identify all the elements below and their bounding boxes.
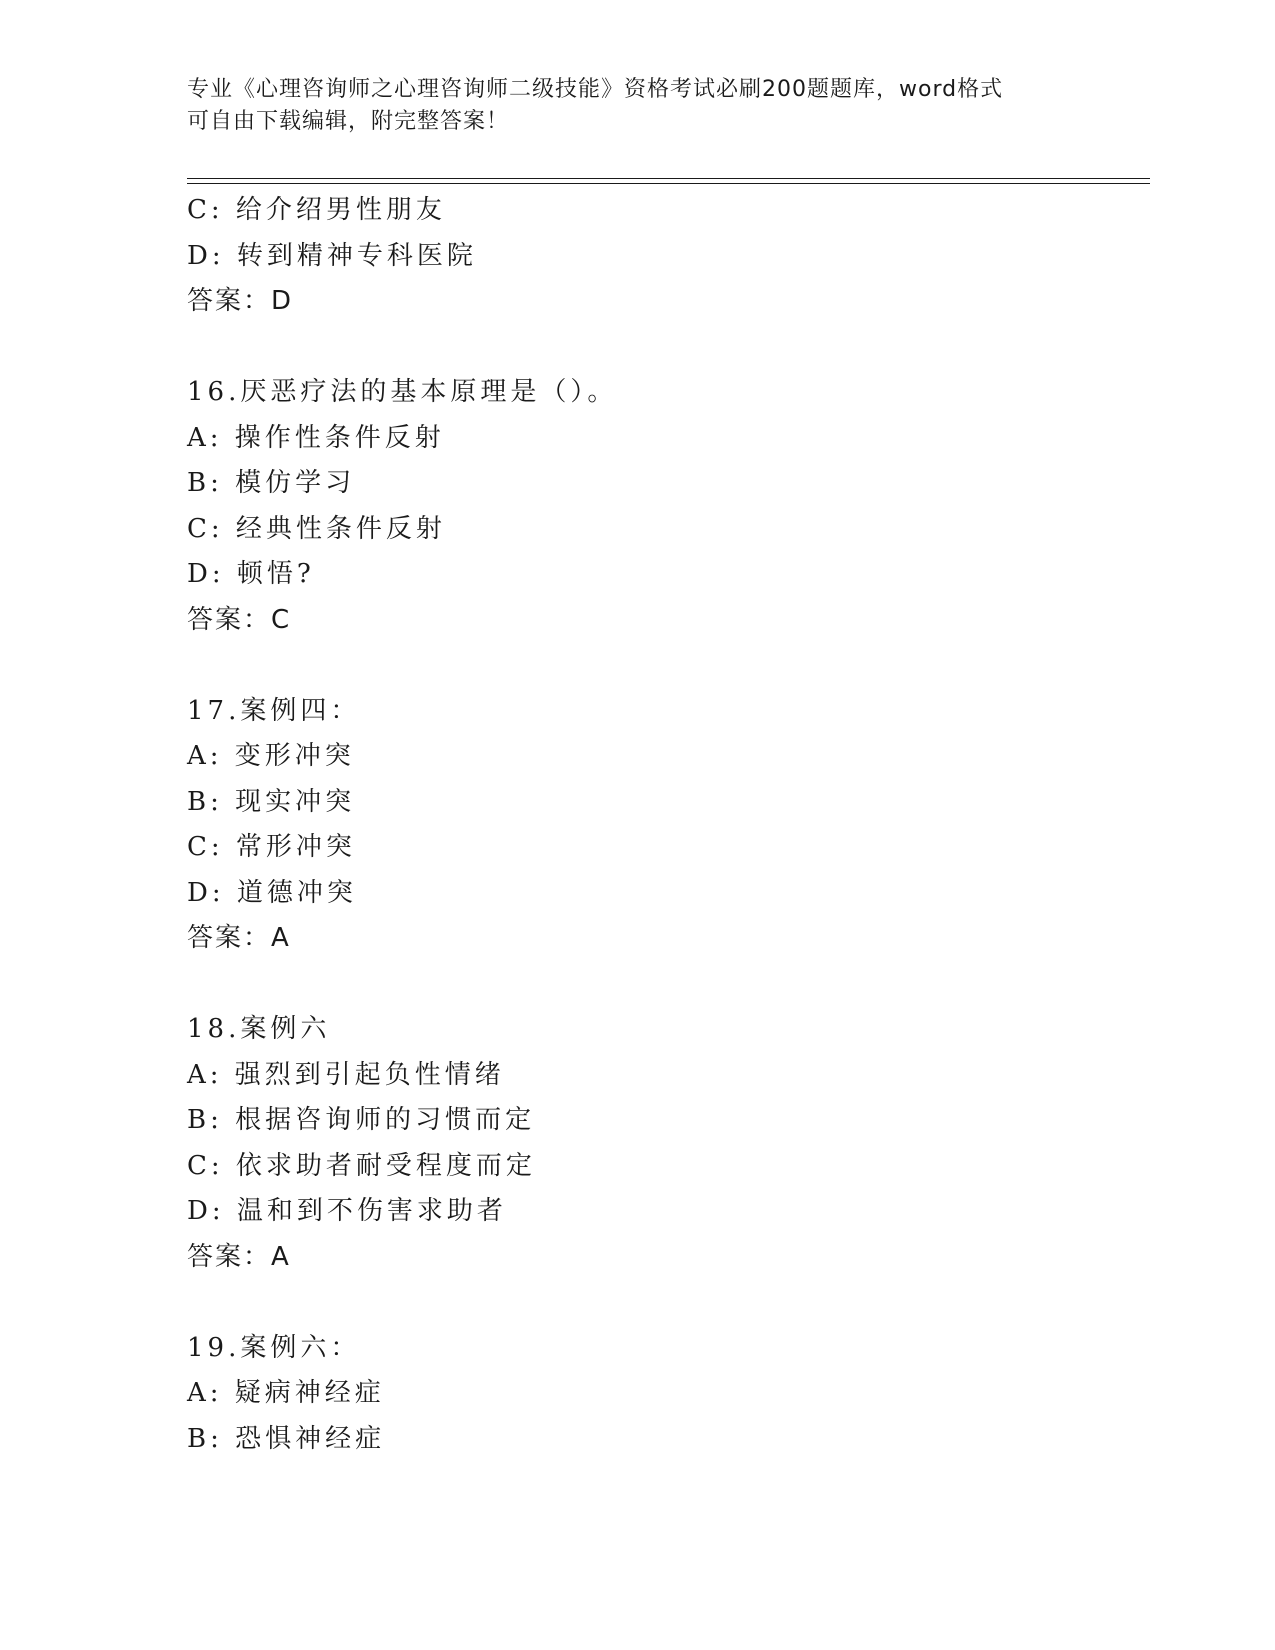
header-divider-top: [187, 178, 1150, 179]
answer-line-text: 答案：C: [187, 604, 292, 635]
option-line-text: D: 顿悟?: [187, 559, 315, 589]
option-line: [187, 507, 1147, 553]
option-line: [187, 1053, 1147, 1099]
answer-line-text: 答案：A: [187, 923, 291, 953]
option-line: [187, 871, 1147, 917]
option-line: [187, 416, 1147, 462]
spacer: [187, 1280, 1147, 1326]
question-line-text: 19.案例六：: [187, 1332, 361, 1363]
header-line-1: 专业《心理咨询师之心理咨询师二级技能》资格考试必刷200题题库，word格式: [187, 77, 1004, 102]
option-line-text: D: 温和到不伤害求助者: [187, 1196, 507, 1226]
option-line: [187, 188, 1147, 234]
option-line-text: B: 根据咨询师的习惯而定: [187, 1105, 536, 1135]
spacer: [187, 643, 1147, 689]
option-line: [187, 734, 1147, 780]
option-line-text: C: 依求助者耐受程度而定: [187, 1150, 536, 1181]
option-line-text: A: 操作性条件反射: [187, 422, 445, 453]
question-line: [187, 370, 1147, 416]
option-line: [187, 552, 1147, 598]
option-line-text: A: 变形冲突: [187, 741, 355, 771]
answer-line-text: 答案：D: [187, 286, 294, 316]
option-line-text: B: 模仿学习: [187, 468, 356, 498]
option-line-text: C: 常形冲突: [187, 832, 356, 862]
option-line: [187, 1098, 1147, 1144]
option-line-text: A: 疑病神经症: [187, 1378, 385, 1408]
option-line-text: C: 给介绍男性朋友: [187, 195, 446, 225]
question-line: [187, 1326, 1147, 1372]
answer-line: [187, 598, 1147, 644]
question-line-text: 17.案例四：: [187, 695, 361, 726]
answer-line: [187, 279, 1147, 325]
option-line: [187, 780, 1147, 826]
option-line-text: B: 恐惧神经症: [187, 1423, 386, 1454]
answer-line: [187, 1235, 1147, 1281]
option-line: [187, 234, 1147, 280]
question-list: [187, 188, 1147, 1462]
option-line-text: D: 转到精神专科医院: [187, 240, 477, 271]
answer-line: [187, 916, 1147, 962]
document-header: [187, 74, 1067, 138]
option-line-text: A: 强烈到引起负性情绪: [187, 1059, 505, 1090]
spacer: [187, 325, 1147, 371]
option-line: [187, 1417, 1147, 1463]
question-line: [187, 689, 1147, 735]
spacer: [187, 962, 1147, 1008]
question-line-text: 18.案例六: [187, 1014, 331, 1044]
question-line: [187, 1007, 1147, 1053]
option-line: [187, 1189, 1147, 1235]
option-line: [187, 1371, 1147, 1417]
header-divider-bottom: [187, 183, 1150, 184]
answer-line-text: 答案：A: [187, 1241, 291, 1272]
option-line: [187, 825, 1147, 871]
option-line-text: B: 现实冲突: [187, 786, 356, 817]
option-line-text: D: 道德冲突: [187, 877, 357, 908]
header-line-2: 可自由下载编辑，附完整答案！: [187, 109, 510, 134]
option-line-text: C: 经典性条件反射: [187, 513, 446, 544]
question-line-text: 16.厌恶疗法的基本原理是（）。: [187, 377, 618, 407]
option-line: [187, 461, 1147, 507]
option-line: [187, 1144, 1147, 1190]
